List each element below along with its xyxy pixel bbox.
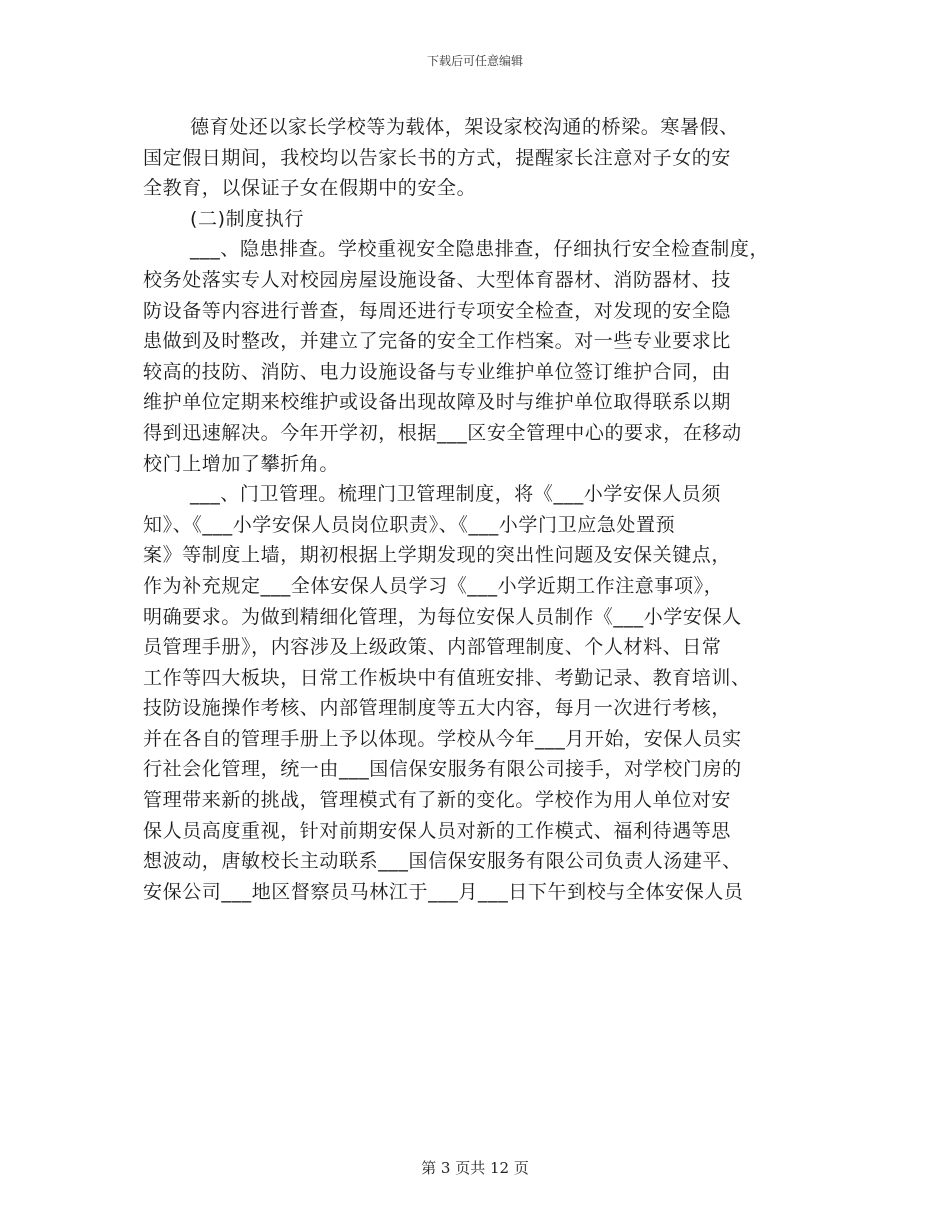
text-line: 得到迅速解决。今年开学初，根据___区安全管理中心的要求，在移动 xyxy=(143,421,742,444)
text-line: 维护单位定期来校维护或设备出现故障及时与维护单位取得联系以期 xyxy=(143,391,732,414)
text-line: 案》等制度上墙，期初根据上学期发现的突出性问题及安保关键点， xyxy=(143,544,732,567)
text-line: 校务处落实专人对校园房屋设施设备、大型体育器材、消防器材、技 xyxy=(143,268,732,291)
text-line: 德育处还以家长学校等为载体，架设家校沟通的桥梁。寒暑假、 xyxy=(190,116,739,138)
text-line: 保人员高度重视，针对前期安保人员对新的工作模式、福利待遇等思 xyxy=(143,819,732,842)
text-line: ___、隐患排查。学校重视安全隐患排查，仔细执行安全检查制度， xyxy=(190,238,770,261)
text-line: 较高的技防、消防、电力设施设备与专业维护单位签订维护合同，由 xyxy=(143,360,732,383)
text-line: (二)制度执行 xyxy=(190,207,305,230)
page-header: 下载后可任意编辑 xyxy=(426,54,523,68)
text-line: 作为补充规定___全体安保人员学习《___小学近期工作注意事项》， xyxy=(143,574,724,597)
text-line: 全教育，以保证子女在假期中的安全。 xyxy=(143,177,477,200)
text-line: 安保公司___地区督察员马林江于___月___日下午到校与全体安保人员 xyxy=(143,880,744,903)
text-line: 工作等四大板块，日常工作板块中有值班安排、考勤记录、教育培训、 xyxy=(143,666,751,689)
text-line: 知》、《___小学安保人员岗位职责》、《___小学门卫应急处置预 xyxy=(143,513,676,536)
text-line: 行社会化管理，统一由___国信保安服务有限公司接手，对学校门房的 xyxy=(143,758,742,781)
text-line: 技防设施操作考核、内部管理制度等五大内容，每月一次进行考核， xyxy=(143,697,732,720)
text-line: 国定假日期间，我校均以告家长书的方式，提醒家长注意对子女的安 xyxy=(143,146,732,169)
text-line: 校门上增加了攀折角。 xyxy=(143,452,340,475)
text-line: 防设备等内容进行普查，每周还进行专项安全检查，对发现的安全隐 xyxy=(143,299,732,322)
text-line: 员管理手册》，内容涉及上级政策、内部管理制度、个人材料、日常 xyxy=(143,636,722,659)
text-line: 管理带来新的挑战，管理模式有了新的变化。学校作为用人单位对安 xyxy=(143,789,732,812)
text-line: 并在各自的管理手册上予以体现。学校从今年___月开始，安保人员实 xyxy=(143,727,742,750)
text-line: ___、门卫管理。梳理门卫管理制度，将《___小学安保人员须 xyxy=(190,483,722,506)
text-line: 明确要求。为做到精细化管理，为每位安保人员制作《___小学安保人 xyxy=(143,605,742,628)
document-body xyxy=(143,112,813,907)
page-footer: 第 3 页共 12 页 xyxy=(421,1159,529,1177)
text-line: 患做到及时整改，并建立了完备的安全工作档案。对一些专业要求比 xyxy=(143,330,732,353)
text-line: 想波动，唐敏校长主动联系___国信保安服务有限公司负责人汤建平、 xyxy=(143,850,742,873)
